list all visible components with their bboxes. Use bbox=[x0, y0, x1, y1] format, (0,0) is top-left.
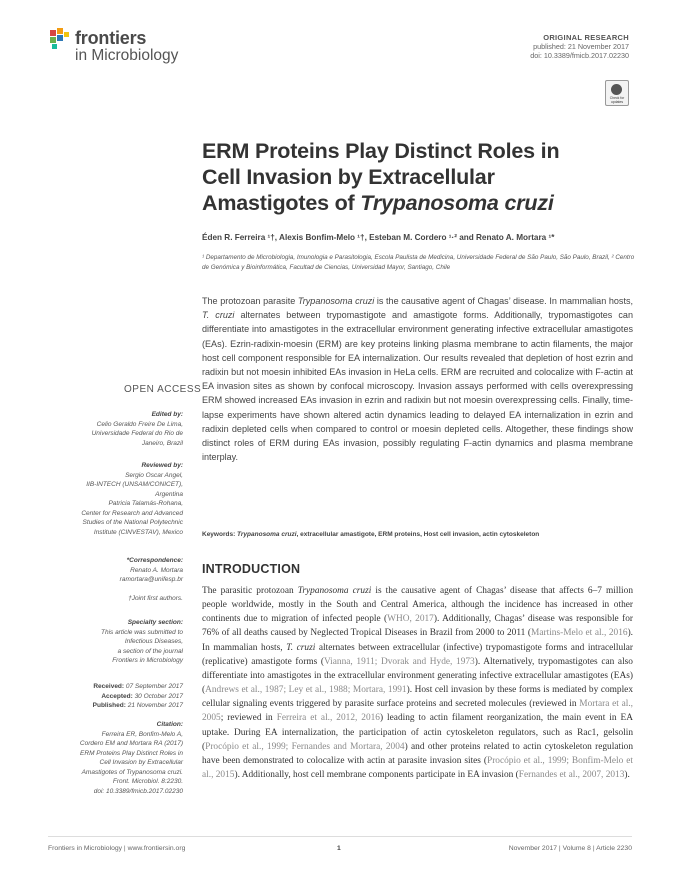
text-line: ERM Proteins Play Distinct Roles in bbox=[80, 749, 183, 757]
footer-journal-link[interactable]: Frontiers in Microbiology | www.frontiersin.org bbox=[48, 845, 186, 852]
text-run: ) leading to actin filament reorganization, the main event in EA uptake. During EA internalization, the participation of actin cytoskeleton regulators, such as Rac1, gelsolin ( bbox=[202, 713, 633, 752]
section-heading-introduction: INTRODUCTION bbox=[202, 562, 301, 576]
date-value: 07 September 2017 bbox=[125, 683, 183, 690]
text-run: ) and other proteins related to actin cytoskeleton regulation have been demonstrated to colocalize with actin at parasite invasion sites ( bbox=[202, 741, 634, 766]
text-line: a section of the journal bbox=[117, 647, 183, 655]
text-line: Patricia Talamás-Rohana, bbox=[108, 500, 183, 507]
edited-by-heading: Edited by: bbox=[151, 411, 183, 418]
citation-block bbox=[80, 720, 183, 796]
joint-authors-note: †Joint first authors. bbox=[128, 595, 183, 602]
text-line: doi: 10.3389/fmicb.2017.02230 bbox=[93, 787, 183, 795]
text-line: Amastigotes of Trypanosoma cruzi. bbox=[81, 768, 183, 776]
correspondence-heading: *Correspondence: bbox=[126, 557, 183, 564]
text-run: , extracellular amastigote, ERM proteins, Host cell invasion, actin cytoskeleton bbox=[296, 531, 540, 538]
text-line: This article was submitted to bbox=[100, 628, 183, 636]
citation-text bbox=[80, 730, 183, 797]
specialty-section-block bbox=[101, 618, 183, 666]
text-line: Front. Microbiol. 8:2230. bbox=[112, 778, 183, 785]
italic-term: Trypanosoma cruzi bbox=[237, 531, 297, 538]
text-line: Cell Invasion by Extracellular bbox=[99, 759, 183, 766]
text-run: ). Additionally, Chagas’ disease was responsible for 76% of all deaths caused by Neglected Tropical Diseases in Brazil from 2000 to 2011 ( bbox=[202, 614, 633, 639]
correspondence-block bbox=[120, 556, 183, 585]
text-line: Janeiro, Brazil bbox=[141, 439, 183, 447]
title-line-3 bbox=[202, 190, 632, 216]
logo-journal-name: in Microbiology bbox=[75, 47, 179, 64]
citation-link[interactable]: Fernandes et al., 2007, 2013 bbox=[518, 770, 625, 781]
text-run: alternates between extracellular (infective) trypomastigote forms and intracellular (replicative) amastigote forms ( bbox=[202, 642, 634, 667]
footer-issue-info: November 2017 | Volume 8 | Article 2230 bbox=[508, 845, 632, 852]
text-run: ). Host cell invasion by these forms is mediated by complex cellular signaling events triggered by parasite surface proteins and secreted molecules (reviewed in bbox=[202, 685, 633, 710]
text-run: is the causative agent of Chagas’ disease that affects 6–7 million people worldwide, mostly in the South and Central America, although the incidence has increased in other continents due to migration of infected people ( bbox=[202, 586, 634, 625]
text-line: Institute (CINVESTAV), Mexico bbox=[93, 528, 183, 536]
edited-by-block bbox=[92, 410, 183, 448]
logo-wordmark: frontiers bbox=[75, 28, 147, 48]
text-line: Infectious Diseases, bbox=[124, 638, 183, 645]
page-number: 1 bbox=[337, 845, 341, 852]
article-type: ORIGINAL RESEARCH bbox=[543, 33, 629, 42]
text-run: ). Additionally, host cell membrane components participate in EA invasion ( bbox=[234, 770, 519, 781]
text-line: ramortara@unifesp.br bbox=[119, 576, 183, 583]
date-published bbox=[93, 701, 183, 711]
specialty-heading: Specialty section: bbox=[127, 619, 183, 626]
citation-link[interactable]: WHO, 2017 bbox=[387, 614, 434, 625]
citation-link[interactable]: Vianna, 1911; Dvorak and Hyde, 1973 bbox=[324, 656, 475, 667]
text-line: Argentina bbox=[155, 490, 183, 498]
open-access-label: OPEN ACCESS bbox=[124, 384, 202, 395]
text-run: ). Alternatively, trypomastigotes can also differentiate into amastigotes in the extracellular environment generating infective extracellular amastigotes (EAs) ( bbox=[202, 656, 633, 696]
text-line: IIB-INTECH (UNSAM/CONICET), bbox=[86, 481, 183, 488]
introduction-body bbox=[202, 584, 633, 782]
text-line: Universidade Federal do Rio de bbox=[91, 430, 183, 437]
date-label: Accepted: bbox=[101, 692, 133, 700]
title-species: Trypanosoma cruzi bbox=[360, 191, 554, 215]
text-run: The protozoan parasite bbox=[202, 296, 298, 306]
frontiers-logo-icon bbox=[48, 28, 72, 52]
citation-link[interactable]: Martins-Melo et al., 2016 bbox=[531, 628, 628, 639]
specialty-text bbox=[101, 628, 183, 666]
edited-by-names bbox=[92, 420, 183, 449]
citation-link[interactable]: Andrews et al., 1987; Ley et al., 1988; Mortara, 1991 bbox=[205, 685, 407, 696]
title-line-3-text: Amastigotes of bbox=[202, 191, 361, 215]
citation-link[interactable]: Ferreira et al., 2012, 2016 bbox=[276, 713, 380, 724]
text-run: Keywords: bbox=[202, 531, 238, 538]
title-line-1: ERM Proteins Play Distinct Roles in bbox=[202, 139, 560, 163]
check-for-updates-button[interactable] bbox=[605, 80, 629, 106]
published-date: published: 21 November 2017 bbox=[533, 42, 629, 51]
date-label: Published: bbox=[92, 702, 126, 709]
date-accepted bbox=[93, 692, 183, 702]
article-doi[interactable]: doi: 10.3389/fmicb.2017.02230 bbox=[530, 51, 629, 60]
text-run: ; reviewed in bbox=[220, 713, 277, 724]
article-title bbox=[202, 138, 632, 216]
check-updates-label: Check for updates bbox=[609, 96, 625, 104]
reviewed-by-names bbox=[81, 471, 183, 538]
text-run: ). In mammalian hosts, bbox=[202, 628, 634, 653]
text-run: alternates between trypomastigote and amastigote forms. Additionally, trypomastigotes can differentiate into amastigotes in the extracellular environment generating infective extracellular amastigotes (EAs). Ezrin-radixin-moesin (ERM) are key proteins linking plasma membrane to actin filaments, the major host cell component responsible for EA internalization. Our results revealed that depletion of host ezrin and radixin but not moesin inhibited EAs invasion in HeLa cells. ERM are recruited and colocalize with F-actin at EA invasion sites as shown by confocal microscopy. Invasion assays performed with cells overexpressing ERM showed increased EAs invasion in ezrin and radixin but not moesin overexpressing cells. Finally, time-lapse experiments have shown altered actin dynamics leading to delayed EA internalization in ezrin and radixin depleted cells when compared to control or moesin depleted cells. Altogether, these findings show distinct roles of ERM during EAs invasion, possibly regulating F-actin dynamics and plasma membrane interplay. bbox=[202, 310, 633, 463]
italic-term: Trypanosoma cruzi bbox=[297, 586, 372, 596]
dates-block bbox=[93, 682, 183, 711]
italic-term: T. cruzi bbox=[286, 642, 316, 653]
text-line: Frontiers in Microbiology bbox=[112, 657, 183, 664]
italic-term: T. cruzi bbox=[202, 310, 235, 321]
update-badge-icon bbox=[611, 84, 622, 95]
article-meta bbox=[530, 33, 629, 60]
text-line: Studies of the National Polytechnic bbox=[82, 519, 183, 526]
text-line: Center for Research and Advanced bbox=[81, 509, 183, 517]
affiliations: ¹ Departamento de Microbiologia, Imunologia e Parasitologia, Escola Paulista de Medicina, Universidade Federal de São Paulo, São Paulo, Brazil, ² Centro de Genómica y Bioinformática, Facultad de Ciencias, Universidad Mayor, Santiago, Chile bbox=[202, 254, 635, 271]
text-run: The parasitic protozoan bbox=[202, 586, 298, 596]
text-line: Cordero EM and Mortara RA (2017) bbox=[79, 740, 183, 747]
text-run: is the causative agent of Chagas’ disease. In mammalian hosts, bbox=[374, 296, 633, 306]
title-line-2: Cell Invasion by Extracellular bbox=[202, 165, 495, 189]
reviewed-by-heading: Reviewed by: bbox=[141, 462, 183, 469]
text-run: ). bbox=[624, 770, 630, 781]
italic-term: Trypanosoma cruzi bbox=[297, 296, 375, 306]
text-line: Sergio Oscar Angel, bbox=[125, 471, 183, 479]
text-line: Renato A. Mortara bbox=[130, 566, 183, 574]
date-received bbox=[93, 682, 183, 692]
footer-divider bbox=[48, 836, 632, 837]
date-value: 30 October 2017 bbox=[134, 692, 183, 700]
reviewed-by-block bbox=[81, 461, 183, 537]
correspondence-contact[interactable] bbox=[120, 566, 183, 585]
date-label: Received: bbox=[93, 683, 125, 690]
citation-link[interactable]: Mortara et al., 2005 bbox=[202, 699, 633, 724]
keywords bbox=[202, 531, 633, 538]
author-list: Éden R. Ferreira ¹†, Alexis Bonfim-Melo ¹†, Esteban M. Cordero ¹·² and Renato A. Mortara ¹* bbox=[202, 233, 555, 242]
citation-link[interactable]: Procópio et al., 1999; Bonfim-Melo et al., 2015 bbox=[202, 755, 633, 781]
abstract bbox=[202, 294, 633, 464]
text-line: Ferreira ER, Bonfim-Melo A, bbox=[101, 730, 183, 738]
citation-link[interactable]: Procópio et al., 1999; Fernandes and Mortara, 2004 bbox=[205, 741, 405, 752]
text-line: Celio Geraldo Freire De Lima, bbox=[96, 420, 183, 428]
citation-heading: Citation: bbox=[156, 721, 183, 728]
journal-logo[interactable] bbox=[48, 28, 198, 68]
date-value: 21 November 2017 bbox=[127, 702, 183, 709]
